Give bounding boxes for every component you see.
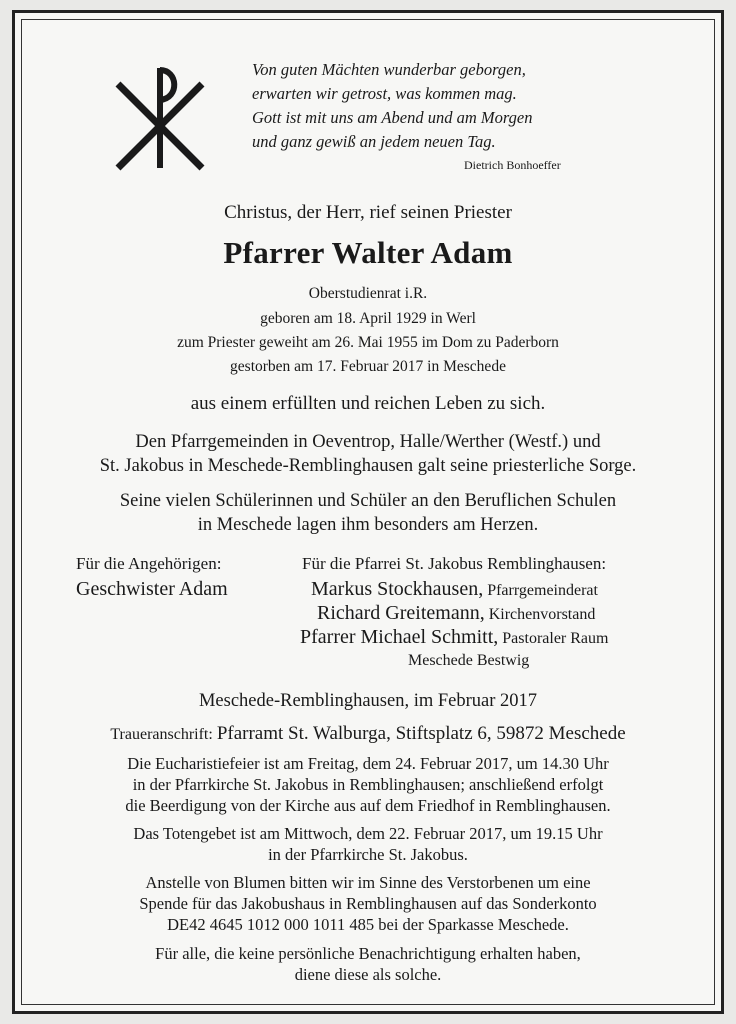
- member-role: Kirchenvorstand: [488, 606, 596, 623]
- parish-member: [300, 626, 608, 649]
- bio-death: gestorben am 17. Februar 2017 in Meschede: [230, 358, 506, 375]
- deceased-name: Pfarrer Walter Adam: [223, 235, 513, 270]
- address-value: Pfarramt St. Walburga, Stiftsplatz 6, 59872 Meschede: [216, 723, 626, 744]
- eucharist-line: die Beerdigung von der Kirche aus auf dem Friedhof in Remblinghausen.: [125, 796, 611, 815]
- parishes-line: Den Pfarrgemeinden in Oeventrop, Halle/Werther (Westf.) und: [135, 432, 601, 452]
- bio-ordination: zum Priester geweiht am 26. Mai 1955 im Dom zu Paderborn: [177, 334, 559, 351]
- member-role: Pastoraler Raum: [502, 630, 609, 647]
- donation-line: DE42 4645 1012 000 1011 485 bei der Sparkasse Meschede.: [167, 915, 569, 934]
- intro-text: Christus, der Herr, rief seinen Priester: [224, 202, 512, 223]
- bio-title: Oberstudienrat i.R.: [308, 285, 428, 302]
- quote-line: Von guten Mächten wunderbar geborgen,: [252, 60, 526, 79]
- closing-text: aus einem erfüllten und reichen Leben zu sich.: [190, 393, 546, 414]
- quote-line: erwarten wir getrost, was kommen mag.: [252, 84, 517, 103]
- member-name: Markus Stockhausen,: [311, 578, 484, 600]
- bio-birth: geboren am 18. April 1929 in Werl: [260, 310, 476, 327]
- eucharist-line: Die Eucharistiefeier ist am Freitag, dem 24. Februar 2017, um 14.30 Uhr: [127, 754, 609, 773]
- donation-line: Anstelle von Blumen bitten wir im Sinne des Verstorbenen um eine: [145, 873, 591, 892]
- parish-label: Für die Pfarrei St. Jakobus Remblinghausen:: [302, 554, 607, 573]
- family-label: Für die Angehörigen:: [76, 554, 222, 573]
- parishes-line: St. Jakobus in Meschede-Remblinghausen galt seine priesterliche Sorge.: [99, 456, 637, 476]
- donation-line: Spende für das Jakobushaus in Remblinghausen auf das Sonderkonto: [139, 894, 597, 913]
- family-names: Geschwister Adam: [76, 578, 228, 600]
- bonhoeffer-quote: [252, 58, 592, 154]
- eucharist-line: in der Pfarrkirche St. Jakobus in Remblinghausen; anschließend erfolgt: [132, 775, 604, 794]
- address-label: Traueranschrift:: [110, 726, 213, 743]
- place-date: Meschede-Remblinghausen, im Februar 2017: [198, 691, 538, 711]
- parish-member: [311, 578, 598, 601]
- parish-member: [317, 602, 595, 625]
- mourning-address: [0, 723, 736, 745]
- member-role: Pfarrgemeinderat: [487, 582, 598, 599]
- member-name: Pfarrer Michael Schmitt,: [300, 626, 499, 648]
- rosary-line: Das Totengebet ist am Mittwoch, dem 22. Februar 2017, um 19.15 Uhr: [133, 824, 603, 843]
- member-role-continued: Meschede Bestwig: [408, 652, 530, 669]
- students-line: Seine vielen Schülerinnen und Schüler an den Beruflichen Schulen: [119, 491, 617, 511]
- final-line: diene diese als solche.: [294, 965, 442, 984]
- quote-line: Gott ist mit uns am Abend und am Morgen: [252, 108, 533, 127]
- rosary-line: in der Pfarrkirche St. Jakobus.: [268, 845, 468, 864]
- students-line: in Meschede lagen ihm besonders am Herzen.: [197, 515, 539, 535]
- final-line: Für alle, die keine persönliche Benachrichtigung erhalten haben,: [155, 944, 581, 963]
- chi-rho-icon: [110, 62, 210, 172]
- quote-line: und ganz gewiß an jedem neuen Tag.: [252, 132, 496, 151]
- member-name: Richard Greitemann,: [317, 602, 485, 624]
- quote-author: Dietrich Bonhoeffer: [464, 158, 561, 172]
